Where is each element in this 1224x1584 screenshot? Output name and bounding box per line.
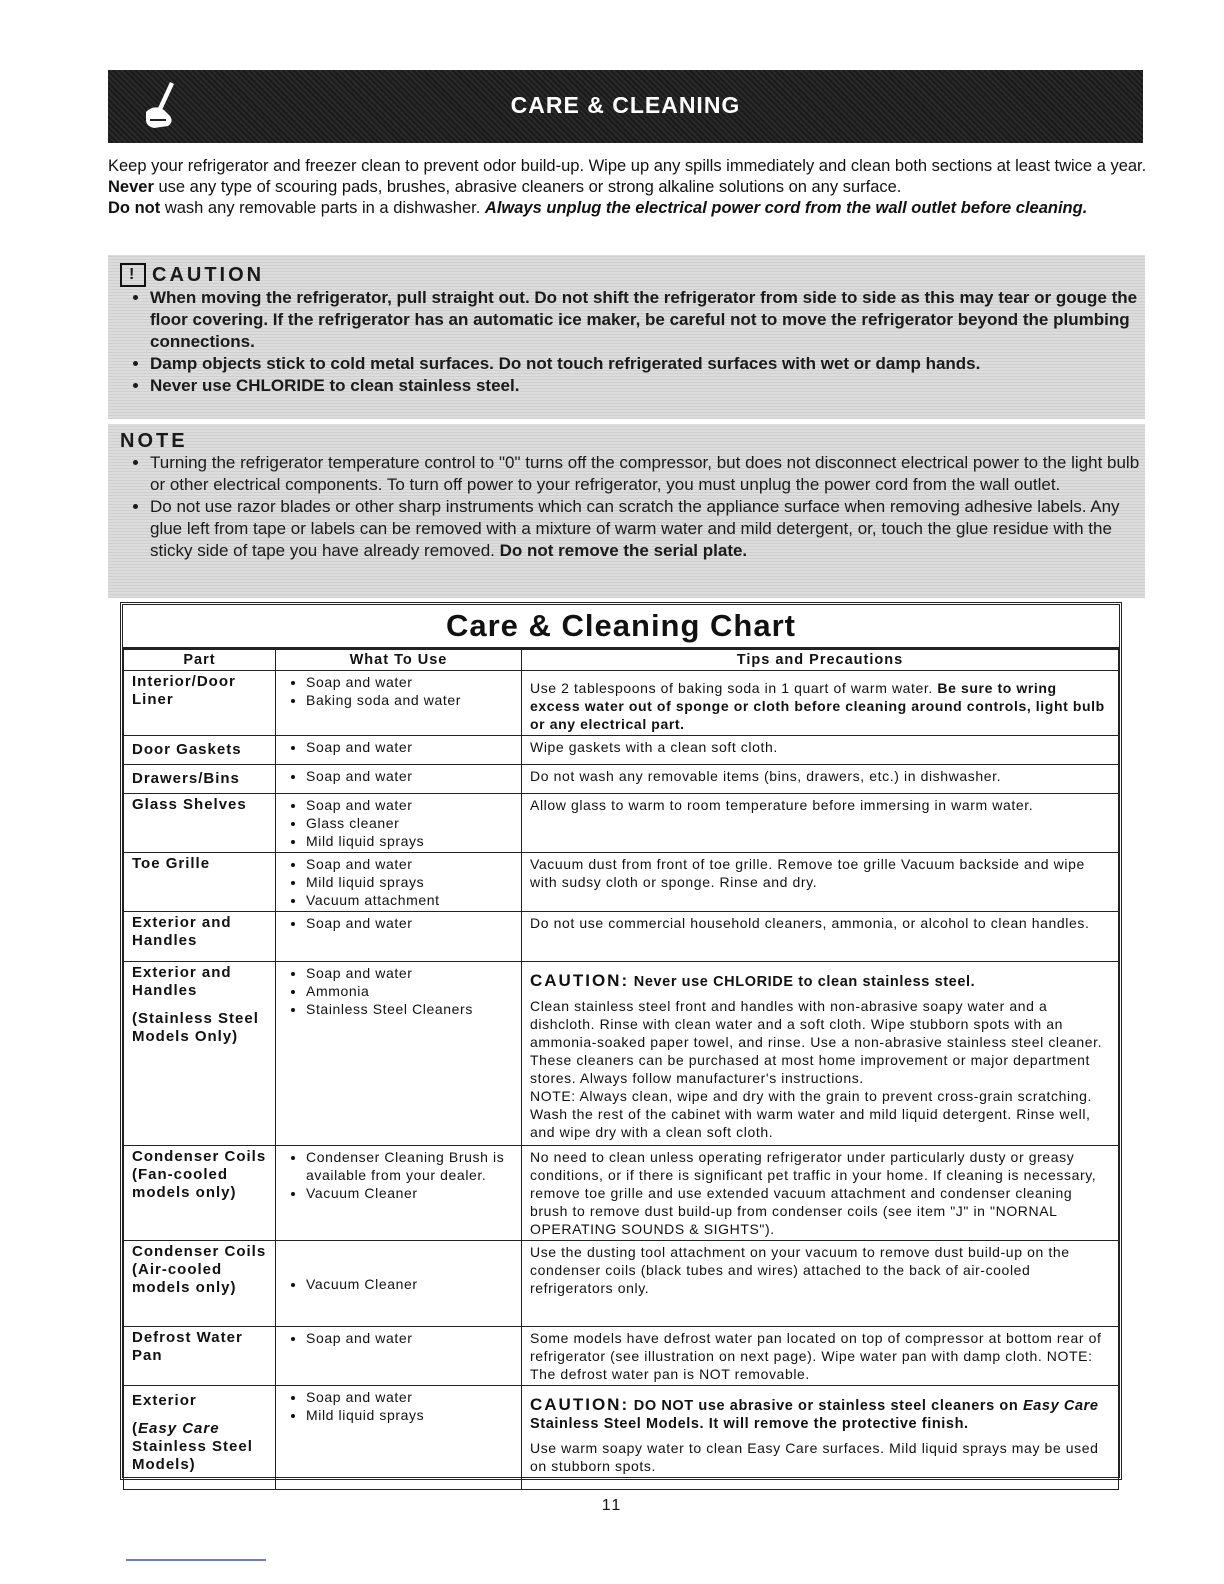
caution-heading: ! CAUTION (120, 263, 1145, 287)
header-tips: Tips and Precautions (522, 650, 1119, 671)
footer-divider (126, 1559, 266, 1561)
caution-note: CAUTION: DO NOT use abrasive or stainless steel cleaners on Easy Care Stainless Steel Models. It will remove the protective finish. (530, 1395, 1099, 1432)
header-use: What To Use (276, 650, 522, 671)
table-row: Interior/Door Liner • Soap and water • Baking soda and water Use 2 tablespoons of baking soda in 1 quart of warm water. Be sure to wring excess water out of sponge or cloth before cleaning around controls, light bulb or any electrical part. (124, 671, 1119, 736)
table-row: Condenser Coils (Fan-cooled models only) • Condenser Cleaning Brush is available from your dealer. • Vacuum Cleaner No need to clean unless operating refrigerator under particularly dusty or greasy conditions, or if there is significant pet traffic in your home. If cleaning is necessary, remove toe grille and use extended vacuum attachment and condenser cleaning brush to remove dust build-up from condenser coils (see item "J" in "NORNAL OPERATING SOUNDS & SIGHTS"). (124, 1146, 1119, 1241)
caution-list (108, 287, 1145, 397)
note-list (108, 452, 1145, 562)
table-header-row (124, 650, 1119, 671)
table-row: Drawers/Bins • Soap and water Do not wash any removable items (bins, drawers, etc.) in dishwasher. (124, 765, 1119, 794)
chart-title: Care & Cleaning Chart (123, 605, 1119, 649)
note-box (108, 424, 1145, 598)
list-item: • Turning the refrigerator temperature control to "0" turns off the compressor, but does not disconnect electrical power to the light bulb or other electrical components. To turn off power to your refrigerator, you must unplug the power cord from the wall outlet. (150, 452, 1145, 496)
table-row: Condenser Coils (Air-cooled models only) • Vacuum Cleaner Use the dusting tool attachment on your vacuum to remove dust build-up on the condenser coils (black tubes and wires) attached to the back of air-cooled refrigerators only. (124, 1241, 1119, 1327)
warning-icon (120, 263, 146, 287)
table-row: Exterior and Handles (Stainless Steel Models Only) • Soap and water • Ammonia • Stainless Steel Cleaners CAUTION: Never use CHLORIDE to clean stainless steel. Clean stainless steel front and handles with non-abrasive soapy water and a dishcloth. Rinse with clean water and a soft cloth. Wipe stubborn spots with an ammonia-soaked paper towel, and rinse. Use a non-abrasive stainless steel cleaner. These cleaners can be purchased at most home improvement or major department stores. Always follow manufacturer's instructions. NOTE: Always clean, wipe and dry with the grain to prevent cross-grain scratching. Wash the rest of the cabinet with warm water and mild liquid detergent. Rinse well, and wipe dry with a clean soft cloth. (124, 962, 1119, 1146)
list-item: • Never use CHLORIDE to clean stainless steel. (150, 375, 1145, 397)
caution-box (108, 255, 1145, 419)
care-cleaning-chart (120, 602, 1122, 1480)
table-row: Glass Shelves • Soap and water • Glass cleaner • Mild liquid sprays Allow glass to warm to room temperature before immersing in warm water. (124, 794, 1119, 853)
table-row: Defrost Water Pan • Soap and water Some models have defrost water pan located on top of compressor at bottom rear of refrigerator (see illustration on next page). Wipe water pan with damp cloth. NOTE: The defrost water pan is NOT removable. (124, 1327, 1119, 1386)
page-title: CARE & CLEANING (510, 92, 741, 118)
intro-paragraph: Keep your refrigerator and freezer clean to prevent odor build-up. Wipe up any spills immediately and clean both sections at least twice a year. Never use any type of scouring pads, brushes, abrasive cleaners or strong alkaline solutions on any surface. Do not wash any removable parts in a dishwasher. Always unplug the electrical power cord from the wall outlet before cleaning. (108, 157, 1147, 217)
note-heading: NOTE (120, 430, 188, 452)
list-item: • Damp objects stick to cold metal surfaces. Do not touch refrigerated surfaces with wet or damp hands. (150, 353, 1145, 375)
table-row: Exterior and Handles • Soap and water Do not use commercial household cleaners, ammonia, or alcohol to clean handles. (124, 912, 1119, 962)
table-row: Exterior (Easy Care Stainless Steel Models) • Soap and water • Mild liquid sprays CAUTION: DO NOT use abrasive or stainless steel cleaners on Easy Care Stainless Steel Models. It will remove the protective finish. Use warm soapy water to clean Easy Care surfaces. Mild liquid sprays may be used on stubborn spots. (124, 1386, 1119, 1490)
table-row: Door Gaskets • Soap and water Wipe gaskets with a clean soft cloth. (124, 736, 1119, 765)
table-row: Toe Grille • Soap and water • Mild liquid sprays • Vacuum attachment Vacuum dust from front of toe grille. Remove toe grille Vacuum backside and wipe with sudsy cloth or sponge. Rinse and dry. (124, 853, 1119, 912)
caution-note: CAUTION: Never use CHLORIDE to clean stainless steel. (530, 971, 976, 990)
page-number: 11 (601, 1497, 623, 1514)
header-part: Part (124, 650, 276, 671)
list-item: • Do not use razor blades or other sharp instruments which can scratch the appliance surface when removing adhesive labels. Any glue left from tape or labels can be removed with a mixture of warm water and mild detergent, or, touch the glue residue with the sticky side of tape you have already removed. Do not remove the serial plate. (150, 496, 1145, 562)
care-table (123, 649, 1119, 1490)
section-banner (108, 70, 1143, 143)
list-item: • When moving the refrigerator, pull straight out. Do not shift the refrigerator from side to side as this may tear or gouge the floor covering. If the refrigerator has an automatic ice maker, be careful not to move the refrigerator beyond the plumbing connections. (150, 287, 1145, 353)
